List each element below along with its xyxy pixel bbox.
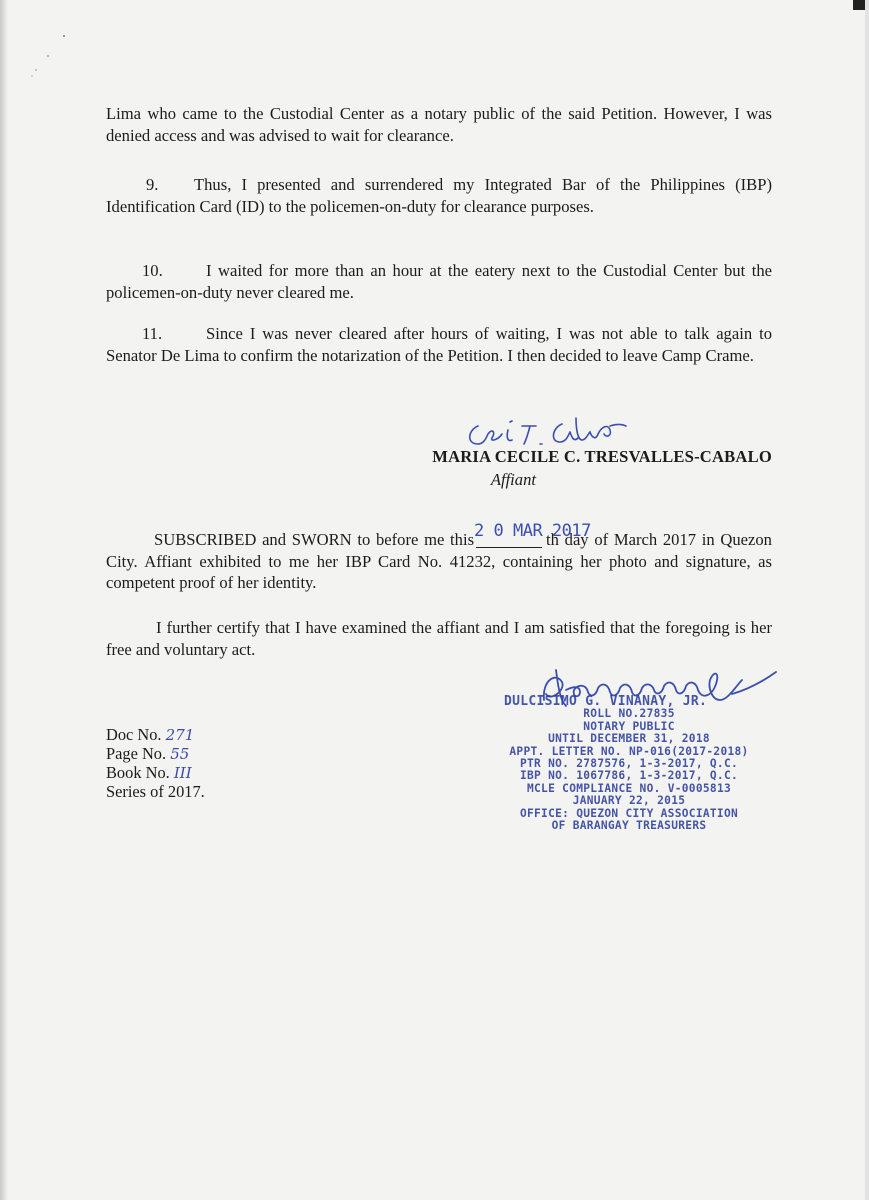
certification-text: I further certify that I have examined the affiant and I am satisfied that the foregoing is her free and voluntary act. [106, 618, 772, 659]
date-stamp-text: 2 0 MAR 2017 [474, 521, 591, 541]
affiant-signature [458, 404, 638, 452]
notary-stamp-line: PTR NO. 2787576, 1-3-2017, Q.C. [519, 757, 739, 771]
page-shadow-left [0, 0, 8, 1200]
affiant-label: Affiant [490, 470, 536, 489]
paragraph-9-text: Thus, I presented and surrendered my Integrated Bar of the Philippines (IBP) Identification Card (ID) to the policemen-on-duty for clearance purposes. [106, 175, 772, 216]
paragraph-11 [106, 323, 772, 366]
series-row [106, 782, 205, 801]
paragraph-10 [106, 260, 772, 303]
notary-stamp-line: UNTIL DECEMBER 31, 2018 [548, 732, 710, 746]
doc-number-value: 271 [165, 726, 195, 744]
document-register-info [106, 725, 205, 801]
paragraph-10-text: I waited for more than an hour at the eatery next to the Custodial Center but the policemen-on-duty never cleared me. [106, 261, 772, 302]
date-stamp [474, 521, 591, 545]
paragraph-9 [106, 174, 772, 217]
jurat-text-before: SUBSCRIBED and SWORN to before me this [154, 530, 475, 549]
paper-specks [28, 30, 74, 80]
page-number-label: Page No. [106, 744, 167, 763]
notary-stamp-line: NOTARY PUBLIC [583, 719, 675, 733]
notary-stamp-line: ROLL NO.27835 [583, 707, 675, 721]
notary-stamp-line: OFFICE: QUEZON CITY ASSOCIATION [519, 806, 739, 820]
notary-stamp-line: DULCISIMO G. VINANAY, JR. [504, 694, 708, 709]
notary-stamp-line: MCLE COMPLIANCE NO. V-0005813 [526, 781, 732, 795]
notary-stamp-line: JANUARY 22, 2015 [572, 794, 686, 808]
notary-stamp-line: IBP NO. 1067786, 1-3-2017, Q.C. [519, 769, 739, 783]
page-number-value: 55 [170, 745, 190, 763]
book-number-label: Book No. [106, 763, 170, 782]
certification-paragraph [106, 617, 772, 660]
paragraph-10-number: 10. [142, 261, 163, 280]
page-number-row [106, 744, 205, 763]
paragraph-continued: Lima who came to the Custodial Center as a notary public of the said Petition. However, I was denied access and was advised to wait for clearance. [106, 104, 772, 145]
book-number-value: III [173, 764, 192, 782]
jurat-paragraph [106, 521, 772, 594]
notary-stamp-line: OF BARANGAY TREASURERS [551, 819, 707, 833]
corner-mark [853, 0, 865, 10]
jurat-text-after: th day of March 2017 in Quezon City. Affiant exhibited to me her IBP Card No. 41232, containing her photo and signature, as competent proof of her identity. [106, 530, 772, 592]
paragraph-9-number: 9. [146, 175, 159, 194]
paragraph-11-text: Since I was never cleared after hours of waiting, I was not able to talk again to Senator De Lima to confirm the notarization of the Petition. I then decided to leave Camp Crame. [106, 324, 772, 365]
notary-stamp-line: APPT. LETTER NO. NP-016(2017-2018) [509, 744, 749, 758]
series-label: Series of 2017. [106, 782, 205, 801]
doc-number-row [106, 725, 205, 744]
page-edge-right [865, 0, 869, 1200]
paragraph-11-number: 11. [142, 324, 163, 343]
notary-stamp [498, 696, 760, 832]
book-number-row [106, 763, 205, 782]
doc-number-label: Doc No. [106, 725, 162, 744]
affiant-name: MARIA CECILE C. TRESVALLES-CABALO [432, 447, 772, 466]
